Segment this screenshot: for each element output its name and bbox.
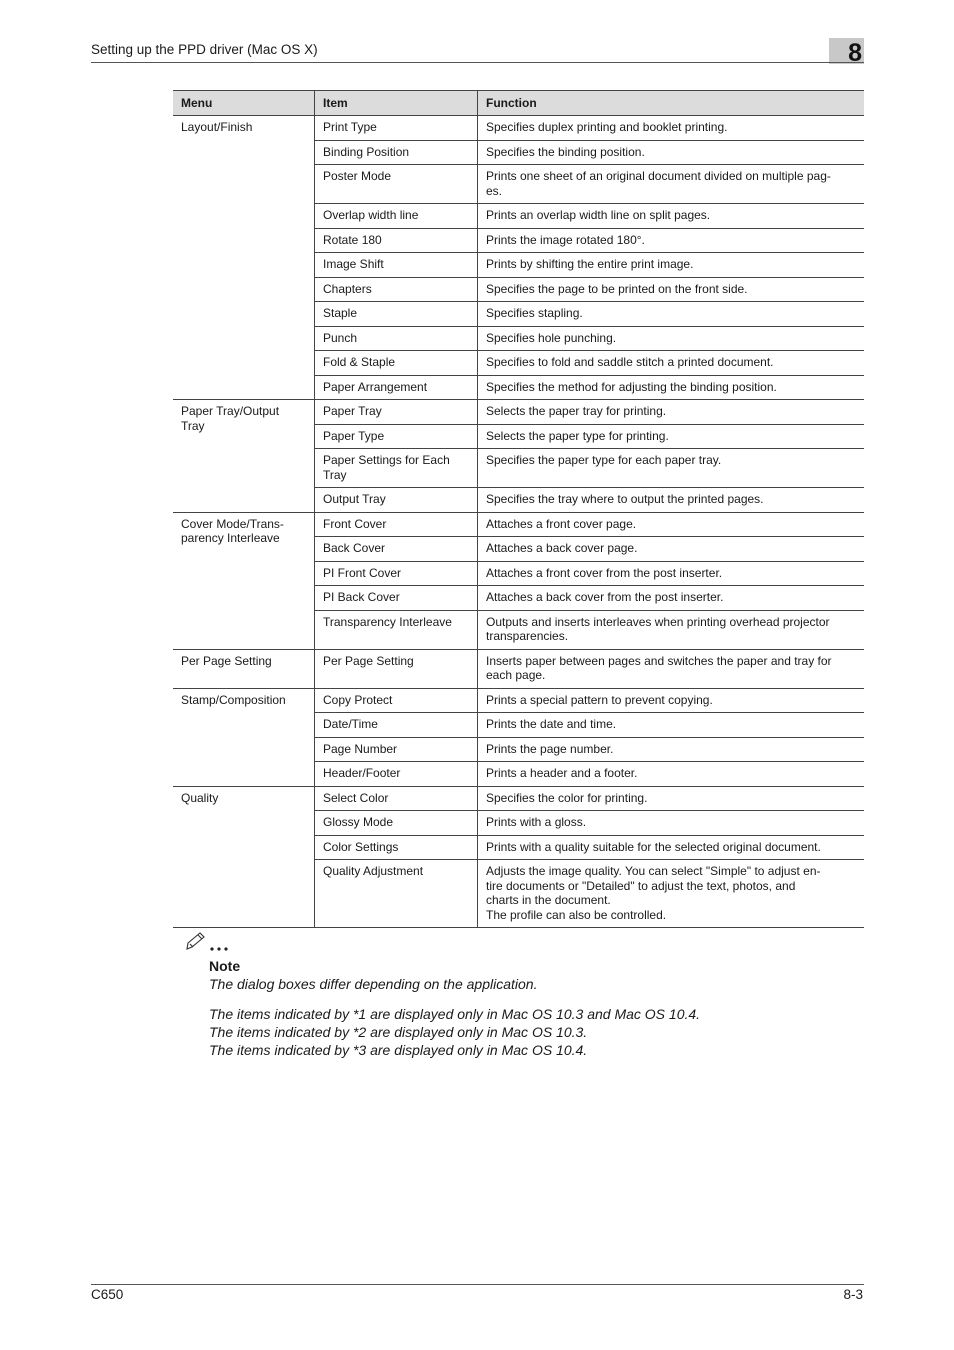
function-cell: Specifies the paper type for each paper tray.	[478, 449, 865, 488]
footer-model: C650	[91, 1287, 124, 1302]
table-row	[173, 400, 864, 425]
item-cell: Image Shift	[315, 253, 478, 278]
column-header-function: Function	[478, 91, 865, 116]
item-cell: Paper Arrangement	[315, 375, 478, 400]
item-cell: Date/Time	[315, 713, 478, 738]
item-cell: Paper Type	[315, 424, 478, 449]
function-cell: Adjusts the image quality. You can select "Simple" to adjust en- tire documents or "Detailed" to adjust the text, photos, and charts in the document. The profile can also be controlled.	[478, 860, 865, 928]
item-cell: Select Color	[315, 786, 478, 811]
function-cell: Prints with a quality suitable for the selected original document.	[478, 835, 865, 860]
item-cell: Print Type	[315, 116, 478, 141]
table-row	[173, 786, 864, 811]
header-title: Setting up the PPD driver (Mac OS X)	[91, 42, 318, 57]
function-cell: Prints by shifting the entire print image.	[478, 253, 865, 278]
function-cell: Selects the paper tray for printing.	[478, 400, 865, 425]
function-cell: Specifies the method for adjusting the binding position.	[478, 375, 865, 400]
item-cell: Paper Tray	[315, 400, 478, 425]
function-cell: Prints one sheet of an original document divided on multiple pag- es.	[478, 165, 865, 204]
function-cell: Selects the paper type for printing.	[478, 424, 865, 449]
function-cell: Prints a special pattern to prevent copying.	[478, 688, 865, 713]
function-cell: Specifies the tray where to output the printed pages.	[478, 488, 865, 513]
settings-table	[173, 90, 864, 928]
menu-cell: Quality	[173, 786, 315, 928]
item-cell: Chapters	[315, 277, 478, 302]
item-cell: Rotate 180	[315, 228, 478, 253]
footer-rule	[91, 1284, 864, 1285]
item-cell: Glossy Mode	[315, 811, 478, 836]
note-line: The dialog boxes differ depending on the application.	[209, 976, 538, 992]
item-cell: Color Settings	[315, 835, 478, 860]
item-cell: Binding Position	[315, 140, 478, 165]
function-cell: Prints an overlap width line on split pages.	[478, 204, 865, 229]
item-cell: Header/Footer	[315, 762, 478, 787]
note-line: The items indicated by *3 are displayed only in Mac OS 10.4.	[209, 1042, 588, 1058]
footer-page-number: 8-3	[843, 1287, 863, 1302]
table-row	[173, 688, 864, 713]
function-cell: Attaches a back cover page.	[478, 537, 865, 562]
header-rule	[91, 62, 864, 63]
function-cell: Specifies the binding position.	[478, 140, 865, 165]
item-cell: Punch	[315, 326, 478, 351]
function-cell: Inserts paper between pages and switches the paper and tray for each page.	[478, 649, 865, 688]
function-cell: Outputs and inserts interleaves when printing overhead projector transparencies.	[478, 610, 865, 649]
menu-cell: Cover Mode/Trans- parency Interleave	[173, 512, 315, 649]
function-cell: Specifies the color for printing.	[478, 786, 865, 811]
function-cell: Specifies hole punching.	[478, 326, 865, 351]
item-cell: Quality Adjustment	[315, 860, 478, 928]
menu-cell: Paper Tray/Output Tray	[173, 400, 315, 513]
function-cell: Specifies stapling.	[478, 302, 865, 327]
item-cell: Copy Protect	[315, 688, 478, 713]
item-cell: Fold & Staple	[315, 351, 478, 376]
item-cell: PI Front Cover	[315, 561, 478, 586]
function-cell: Prints the date and time.	[478, 713, 865, 738]
column-header-item: Item	[315, 91, 478, 116]
item-cell: Output Tray	[315, 488, 478, 513]
table-row	[173, 649, 864, 688]
item-cell: Front Cover	[315, 512, 478, 537]
table-row	[173, 116, 864, 141]
function-cell: Attaches a back cover from the post inserter.	[478, 586, 865, 611]
menu-cell: Per Page Setting	[173, 649, 315, 688]
item-cell: Paper Settings for Each Tray	[315, 449, 478, 488]
pencil-note-icon	[185, 930, 233, 952]
chapter-badge	[829, 38, 864, 67]
item-cell: PI Back Cover	[315, 586, 478, 611]
function-cell: Prints with a gloss.	[478, 811, 865, 836]
menu-cell: Layout/Finish	[173, 116, 315, 400]
item-cell: Overlap width line	[315, 204, 478, 229]
item-cell: Per Page Setting	[315, 649, 478, 688]
item-cell: Staple	[315, 302, 478, 327]
function-cell: Specifies to fold and saddle stitch a printed document.	[478, 351, 865, 376]
function-cell: Attaches a front cover from the post inserter.	[478, 561, 865, 586]
table-body	[173, 116, 864, 928]
function-cell: Attaches a front cover page.	[478, 512, 865, 537]
table-header-row	[173, 91, 864, 116]
function-cell: Prints a header and a footer.	[478, 762, 865, 787]
table-row	[173, 512, 864, 537]
function-cell: Specifies duplex printing and booklet printing.	[478, 116, 865, 141]
note-title: Note	[209, 958, 241, 974]
item-cell: Page Number	[315, 737, 478, 762]
menu-cell: Stamp/Composition	[173, 688, 315, 786]
chapter-number: 8	[848, 39, 862, 67]
function-cell: Prints the page number.	[478, 737, 865, 762]
item-cell: Poster Mode	[315, 165, 478, 204]
function-cell: Prints the image rotated 180°.	[478, 228, 865, 253]
item-cell: Back Cover	[315, 537, 478, 562]
column-header-menu: Menu	[173, 91, 315, 116]
note-line: The items indicated by *2 are displayed only in Mac OS 10.3.	[209, 1024, 588, 1040]
function-cell: Specifies the page to be printed on the front side.	[478, 277, 865, 302]
note-line: The items indicated by *1 are displayed only in Mac OS 10.3 and Mac OS 10.4.	[209, 1006, 701, 1022]
item-cell: Transparency Interleave	[315, 610, 478, 649]
